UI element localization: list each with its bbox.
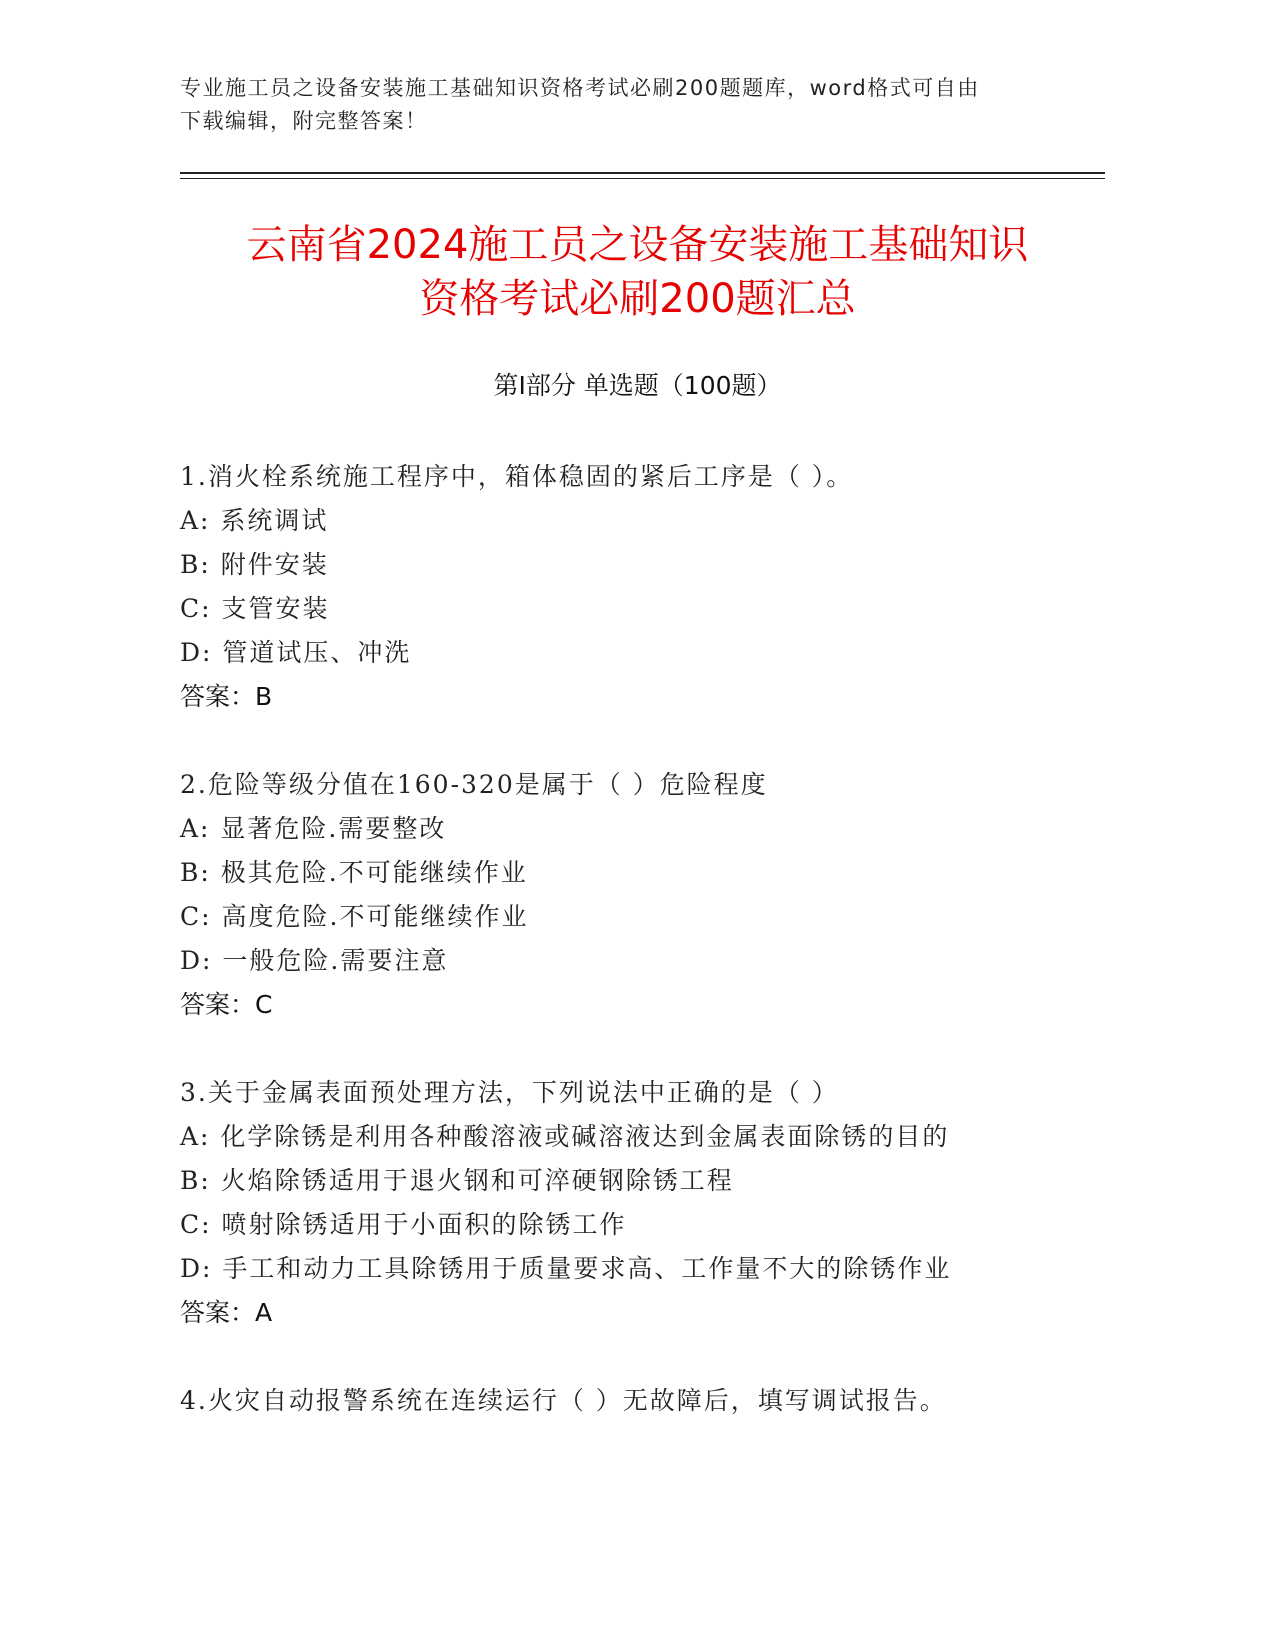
header-divider <box>180 172 1105 174</box>
question-item <box>180 1379 1110 1423</box>
question-option: A: 化学除锈是利用各种酸溶液或碱溶液达到金属表面除锈的目的 <box>180 1122 950 1151</box>
document-title <box>150 218 1125 326</box>
question-item <box>180 763 1110 1027</box>
question-answer: 答案：A <box>180 1298 273 1327</box>
document-title-line: 云南省2024施工员之设备安装施工基础知识 <box>246 222 1029 268</box>
question-option: C: 高度危险.不可能继续作业 <box>180 902 529 931</box>
question-item <box>180 455 1110 719</box>
question-option: B: 极其危险.不可能继续作业 <box>180 858 528 887</box>
question-stem: 1.消火栓系统施工程序中，箱体稳固的紧后工序是（ ）。 <box>180 462 854 491</box>
header-note-line: 专业施工员之设备安装施工基础知识资格考试必刷200题题库，word格式可自由 <box>180 76 980 100</box>
question-stem: 2.危险等级分值在160-320是属于（ ）危险程度 <box>180 770 768 799</box>
question-option: B: 火焰除锈适用于退火钢和可淬硬钢除锈工程 <box>180 1166 734 1195</box>
header-note <box>180 72 1060 138</box>
header-note-line: 下载编辑，附完整答案！ <box>180 109 428 133</box>
question-option: C: 喷射除锈适用于小面积的除锈工作 <box>180 1210 627 1239</box>
question-option: B: 附件安装 <box>180 550 329 579</box>
question-list <box>180 455 1110 1467</box>
question-option: A: 系统调试 <box>180 506 329 535</box>
header-divider <box>180 178 1105 179</box>
document-title-line: 资格考试必刷200题汇总 <box>419 276 856 322</box>
question-option: A: 显著危险.需要整改 <box>180 814 447 843</box>
question-option: D: 管道试压、冲洗 <box>180 638 412 667</box>
question-option: D: 一般危险.需要注意 <box>180 946 449 975</box>
question-answer: 答案：B <box>180 682 273 711</box>
question-stem: 4.火灾自动报警系统在连续运行（ ）无故障后，填写调试报告。 <box>180 1386 947 1415</box>
question-option: D: 手工和动力工具除锈用于质量要求高、工作量不大的除锈作业 <box>180 1254 952 1283</box>
section-title: 第Ⅰ部分 单选题（100题） <box>493 371 782 400</box>
question-item <box>180 1071 1110 1335</box>
question-answer: 答案：C <box>180 990 273 1019</box>
question-stem: 3.关于金属表面预处理方法，下列说法中正确的是（ ） <box>180 1078 839 1107</box>
question-option: C: 支管安装 <box>180 594 330 623</box>
